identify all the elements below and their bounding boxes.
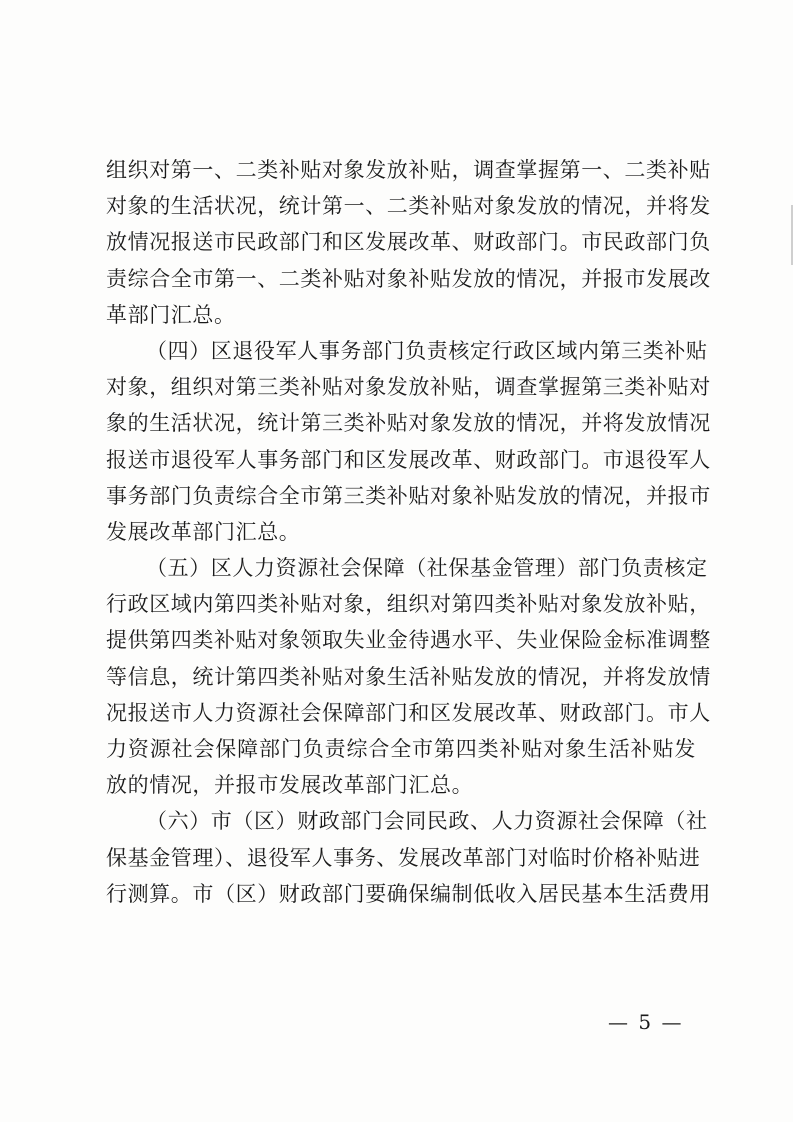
page-number: — 5 — (608, 1010, 684, 1034)
text-line: 责综合全市第一、二类补贴对象补贴发放的情况，并报市发展改 (106, 266, 711, 291)
section-six-heading-line: （六）市（区）财政部门会同民政、人力资源社会保障（社 (146, 809, 708, 834)
text-line: 行测算。市（区）财政部门要确保编制低收入居民基本生活费用 (106, 881, 711, 906)
text-line: 力资源社会保障部门负责综合全市第四类补贴对象生活补贴发 (106, 737, 696, 761)
text-line: 发展改革部门汇总。 (106, 519, 301, 544)
body-text (106, 152, 711, 912)
text-line: 对象，组织对第三类补贴对象发放补贴，调查掌握第三类补贴对 (106, 375, 711, 400)
text-line: 放的情况，并报市发展改革部门汇总。 (106, 773, 474, 798)
text-line: 保基金管理）、退役军人事务、发展改革部门对临时价格补贴进 (106, 845, 701, 870)
section-five-heading-line: （五）区人力资源社会保障（社保基金管理）部门负责核定 (146, 556, 708, 581)
text-line: 等信息，统计第四类补贴对象生活补贴发放的情况，并将发放情 (106, 664, 711, 689)
text-line: 对象的生活状况，统计第一、二类补贴对象发放的情况，并将发 (106, 194, 711, 219)
text-line: 报送市退役军人事务部门和区发展改革、财政部门。市退役军人 (106, 447, 711, 472)
text-line: 提供第四类补贴对象领取失业金待遇水平、失业保险金标准调整 (106, 628, 711, 653)
text-line: 事务部门负责综合全市第三类补贴对象补贴发放的情况，并报市 (106, 483, 711, 508)
text-line: 革部门汇总。 (106, 302, 236, 327)
text-line: 象的生活状况，统计第三类补贴对象发放的情况，并将发放情况 (106, 411, 711, 436)
text-line: 组织对第一、二类补贴对象发放补贴，调查掌握第一、二类补贴 (106, 158, 711, 182)
section-four-heading-line: （四）区退役军人事务部门负责核定行政区域内第三类补贴 (146, 338, 708, 363)
text-line: 放情况报送市民政部门和区发展改革、财政部门。市民政部门负 (106, 230, 711, 255)
text-line: 行政区域内第四类补贴对象，组织对第四类补贴对象发放补贴， (106, 592, 711, 617)
text-line: 况报送市人力资源社会保障部门和区发展改革、财政部门。市人 (106, 700, 711, 725)
